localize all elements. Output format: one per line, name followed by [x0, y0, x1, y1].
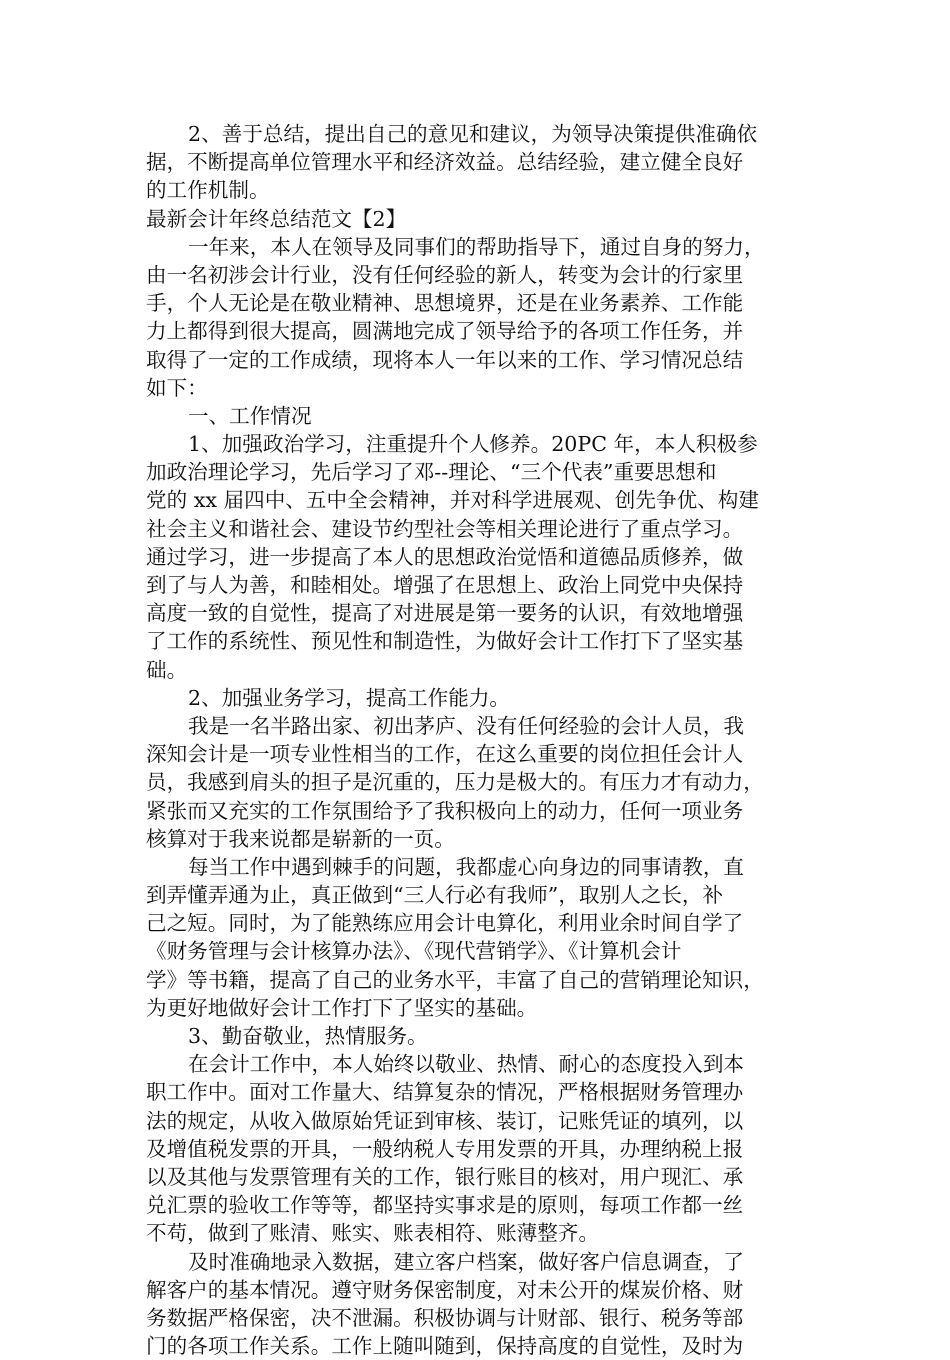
- text-line: 我是一名半路出家、初出茅庐、没有任何经验的会计人员，我: [188, 713, 745, 738]
- text-line: 力上都得到很大提高，圆满地完成了领导给予的各项工作任务，并: [146, 319, 744, 344]
- text-line: 最新会计年终总结范文【2】: [146, 206, 407, 231]
- text-line: 通过学习，进一步提高了本人的思想政治觉悟和道德品质修养，做: [146, 544, 744, 569]
- text-line: 如下：: [146, 375, 208, 400]
- text-line: 法的规定，从收入做原始凭证到审核、装订，记账凭证的填列，以: [146, 1108, 744, 1133]
- document-page: [146, 120, 822, 1360]
- text-line: 加政治理论学习，先后学习了邓--理论、“三个代表”重要思想和: [146, 460, 717, 485]
- text-line: 职工作中。面对工作量大、结算复杂的情况，严格根据财务管理办: [146, 1080, 744, 1105]
- text-line: 兑汇票的验收工作等等，都坚持实事求是的原则，每项工作都一丝: [146, 1193, 744, 1218]
- text-line: 不苟，做到了账清、账实、账表相符、账薄整齐。: [146, 1221, 600, 1246]
- text-line: 手，个人无论是在敬业精神、思想境界，还是在业务素养、工作能: [146, 291, 744, 316]
- text-line: 解客户的基本情况。遵守财务保密制度，对未公开的煤炭价格、财: [146, 1277, 744, 1302]
- text-line: 核算对于我来说都是崭新的一页。: [146, 826, 455, 851]
- text-line: 取得了一定的工作成绩，现将本人一年以来的工作、学习情况总结: [146, 347, 744, 372]
- text-line: 学》等书籍，提高了自己的业务水平，丰富了自己的营销理论知识，: [146, 967, 764, 992]
- text-line: 一年来，本人在领导及同事们的帮助指导下，通过自身的努力，: [188, 234, 765, 259]
- text-line: 务数据严格保密，决不泄漏。积极协调与计财部、银行、税务等部: [146, 1305, 744, 1330]
- text-line: 及时准确地录入数据，建立客户档案，做好客户信息调查，了: [188, 1249, 745, 1274]
- text-line: 据，不断提高单位管理水平和经济效益。总结经验，建立健全良好: [146, 150, 744, 175]
- text-line: 2、善于总结，提出自己的意见和建议，为领导决策提供准确依: [188, 122, 758, 146]
- text-line: 及增值税发票的开具，一般纳税人专用发票的开具，办理纳税上报: [146, 1136, 744, 1161]
- text-line: 础。: [146, 657, 188, 682]
- text-line: 员，我感到肩头的担子是沉重的，压力是极大的。有压力才有动力，: [146, 770, 764, 795]
- text-line: 紧张而又充实的工作氛围给予了我积极向上的动力，任何一项业务: [146, 798, 744, 823]
- text-line: 到了与人为善，和睦相处。增强了在思想上、政治上同党中央保持: [146, 573, 744, 597]
- text-line: 每当工作中遇到棘手的问题，我都虚心向身边的同事请教，直: [188, 854, 745, 879]
- text-line: 一、工作情况: [188, 403, 312, 428]
- text-line: 1、加强政治学习，注重提升个人修养。20PC 年，本人积极参: [188, 432, 758, 457]
- text-line: 社会主义和谐社会、建设节约型社会等相关理论进行了重点学习。: [146, 516, 744, 541]
- text-line: 党的 xx 届四中、五中全会精神，并对科学进展观、创先争优、构建: [146, 488, 759, 513]
- text-line: 高度一致的自觉性，提高了对进展是第一要务的认识，有效地增强: [146, 601, 744, 626]
- text-line: 到弄懂弄通为止，真正做到“三人行必有我师”，取别人之长，补: [146, 883, 724, 908]
- text-line: 以及其他与发票管理有关的工作，银行账目的核对，用户现汇、承: [146, 1164, 744, 1189]
- text-line: 深知会计是一项专业性相当的工作，在这么重要的岗位担任会计人: [146, 742, 744, 767]
- text-line: 《财务管理与会计核算办法》、《现代营销学》、《计算机会计: [146, 939, 682, 964]
- text-line: 在会计工作中，本人始终以敬业、热情、耐心的态度投入到本: [188, 1052, 745, 1077]
- text-line: 了工作的系统性、预见性和制造性，为做好会计工作打下了坚实基: [146, 629, 744, 654]
- text-line: 的工作机制。: [146, 178, 270, 203]
- text-line: 为更好地做好会计工作打下了坚实的基础。: [146, 995, 538, 1020]
- text-line: 门的各项工作关系。工作上随叫随到，保持高度的自觉性，及时为: [146, 1334, 744, 1359]
- text-line: 己之短。同时，为了能熟练应用会计电算化，利用业余时间自学了: [146, 911, 744, 936]
- text-line: 3、勤奋敬业，热情服务。: [188, 1024, 428, 1048]
- text-line: 2、加强业务学习，提高工作能力。: [188, 685, 511, 710]
- text-line: 由一名初涉会计行业，没有任何经验的新人，转变为会计的行家里: [146, 262, 744, 287]
